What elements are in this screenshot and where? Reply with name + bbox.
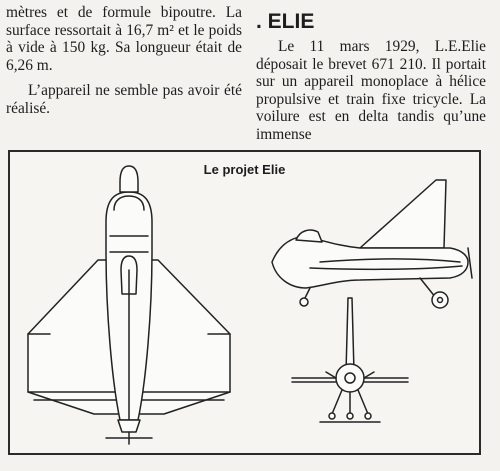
section-heading: . ELIE [256, 10, 315, 33]
left-column [6, 4, 242, 118]
figure-frame [8, 150, 481, 455]
aircraft-drawings [10, 152, 479, 453]
left-paragraph-1: mètres et de formule bipoutre. La surface ressortait à 16,7 m² et le poids à vide à 150 kg. Sa longueur était de 6,26 m. [6, 4, 242, 74]
side-view-main-wheel [432, 292, 448, 308]
front-view-fin [346, 298, 354, 372]
figure-title: Le projet Elie [203, 162, 286, 177]
front-view-drawing [292, 298, 408, 422]
side-view-fin [360, 180, 446, 248]
right-column [256, 4, 486, 144]
front-view-fuselage [336, 364, 364, 392]
top-view-drawing [28, 166, 230, 444]
right-paragraph: Le 11 mars 1929, L.E.Elie déposait le brevet 671 210. Il portait sur un appareil monoplace à hélice propulsive et train fixe tricycle. La voilure est en delta tandis qu’une immense [256, 38, 486, 143]
page-edge-bleed [490, 0, 500, 471]
left-paragraph-2: L’appareil ne semble pas avoir été réalisé. [6, 82, 242, 117]
side-view-drawing [272, 180, 472, 308]
side-view-nose-wheel [300, 298, 308, 306]
